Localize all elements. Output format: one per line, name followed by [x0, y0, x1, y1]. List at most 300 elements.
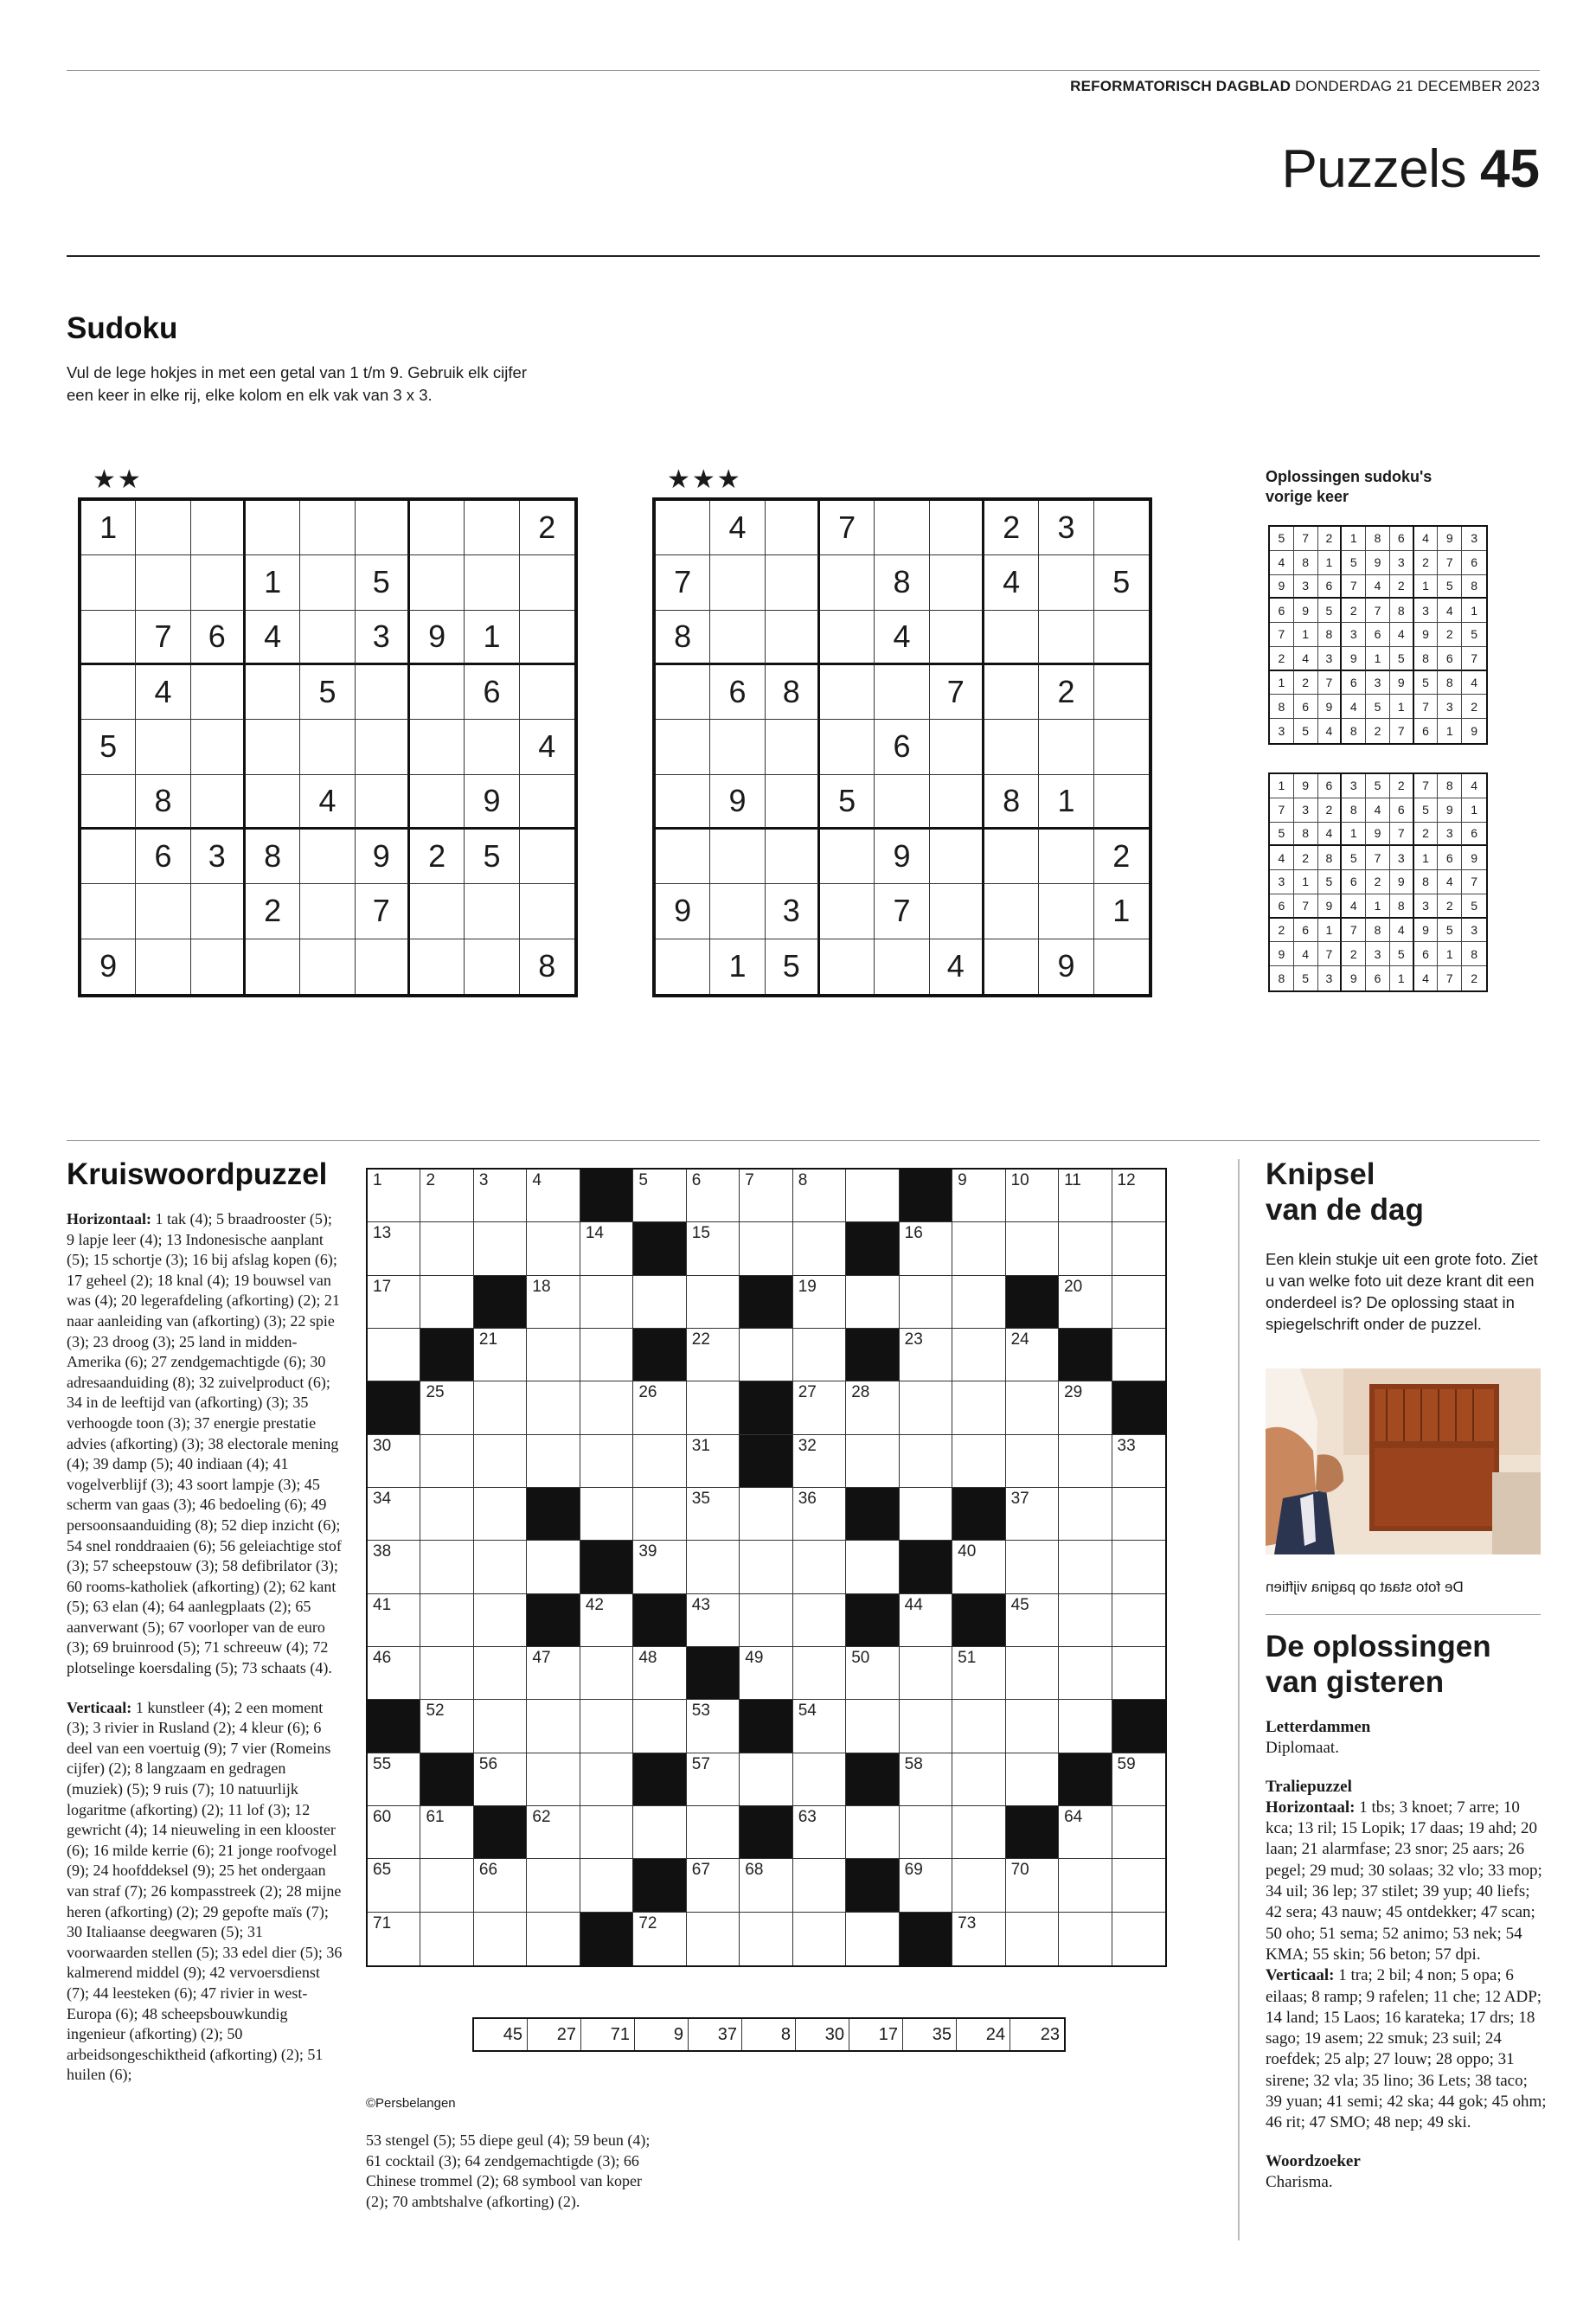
sudoku-cell[interactable] — [820, 611, 875, 665]
crossword-cell[interactable] — [793, 1329, 846, 1381]
sudoku-cell[interactable]: 9 — [356, 830, 410, 884]
sudoku-cell[interactable] — [930, 611, 984, 665]
crossword-cell[interactable] — [1112, 1329, 1165, 1381]
crossword-cell[interactable] — [1059, 1276, 1112, 1329]
crossword-cell[interactable] — [474, 1488, 527, 1541]
sudoku-cell[interactable] — [465, 884, 519, 939]
sudoku-cell[interactable]: 8 — [538, 948, 556, 984]
crossword-cell[interactable] — [527, 1913, 580, 1965]
crossword-cell[interactable] — [580, 1594, 633, 1647]
crossword-cell[interactable] — [527, 1647, 580, 1700]
crossword-cell[interactable] — [420, 1647, 473, 1700]
crossword-cell[interactable] — [1059, 1381, 1112, 1434]
crossword-cell[interactable] — [1006, 1913, 1059, 1965]
sudoku-cell[interactable] — [1039, 611, 1093, 665]
crossword-cell[interactable] — [846, 1700, 899, 1753]
sudoku-cell[interactable] — [984, 665, 1039, 720]
crossword-cell[interactable] — [952, 1435, 1005, 1488]
crossword-cell[interactable] — [952, 1170, 1005, 1222]
crossword-cell[interactable] — [740, 1170, 792, 1222]
crossword-cell[interactable] — [952, 1222, 1005, 1275]
crossword-cell[interactable] — [368, 1170, 420, 1222]
crossword-cell[interactable] — [687, 1435, 740, 1488]
crossword-cell[interactable] — [527, 1381, 580, 1434]
solution-strip-cell[interactable] — [528, 2019, 581, 2050]
crossword-cell[interactable] — [1006, 1541, 1059, 1593]
crossword-cell[interactable] — [846, 1170, 899, 1222]
sudoku-cell[interactable]: 5 — [766, 939, 820, 994]
crossword-cell[interactable] — [900, 1488, 952, 1541]
crossword-cell[interactable] — [474, 1222, 527, 1275]
sudoku-cell[interactable] — [356, 775, 410, 830]
solution-strip-cell[interactable] — [742, 2019, 796, 2050]
crossword-cell[interactable] — [474, 1381, 527, 1434]
crossword-cell[interactable] — [1112, 1753, 1165, 1806]
crossword-cell[interactable] — [633, 1700, 686, 1753]
crossword-cell[interactable] — [1112, 1276, 1165, 1329]
crossword-cell[interactable] — [793, 1170, 846, 1222]
crossword-cell[interactable] — [1006, 1222, 1059, 1275]
sudoku-grid-2[interactable] — [652, 497, 1152, 997]
crossword-cell[interactable] — [368, 1913, 420, 1965]
crossword-cell[interactable] — [793, 1913, 846, 1965]
sudoku-cell[interactable]: 7 — [656, 555, 710, 610]
crossword-cell[interactable] — [1006, 1329, 1059, 1381]
crossword-cell[interactable] — [527, 1222, 580, 1275]
sudoku-cell[interactable]: 2 — [246, 884, 300, 939]
crossword-cell[interactable] — [420, 1488, 473, 1541]
crossword-cell[interactable] — [474, 1859, 527, 1912]
crossword-cell[interactable] — [793, 1753, 846, 1806]
crossword-cell[interactable] — [580, 1753, 633, 1806]
sudoku-cell[interactable] — [136, 884, 190, 939]
sudoku-cell[interactable] — [81, 775, 136, 830]
crossword-cell[interactable] — [420, 1381, 473, 1434]
sudoku-cell[interactable] — [766, 720, 820, 774]
crossword-cell[interactable] — [1059, 1435, 1112, 1488]
crossword-cell[interactable] — [793, 1435, 846, 1488]
sudoku-cell[interactable] — [1039, 555, 1093, 610]
sudoku-cell[interactable] — [300, 939, 355, 994]
sudoku-cell[interactable]: 8 — [984, 775, 1039, 830]
crossword-cell[interactable] — [1112, 1488, 1165, 1541]
crossword-cell[interactable] — [474, 1913, 527, 1965]
sudoku-cell[interactable] — [300, 555, 355, 610]
sudoku-cell[interactable]: 8 — [136, 775, 190, 830]
crossword-cell[interactable] — [687, 1222, 740, 1275]
crossword-cell[interactable] — [952, 1329, 1005, 1381]
crossword-cell[interactable] — [1059, 1700, 1112, 1753]
sudoku-cell[interactable] — [410, 939, 465, 994]
sudoku-cell[interactable] — [820, 939, 875, 994]
sudoku-cell[interactable] — [1094, 720, 1149, 774]
crossword-solution-strip[interactable] — [472, 2017, 1066, 2052]
sudoku-cell[interactable]: 8 — [246, 830, 300, 884]
crossword-cell[interactable] — [952, 1806, 1005, 1859]
crossword-cell[interactable] — [952, 1753, 1005, 1806]
sudoku-cell[interactable]: 1 — [246, 555, 300, 610]
sudoku-cell[interactable]: 6 — [875, 720, 929, 774]
crossword-cell[interactable] — [580, 1435, 633, 1488]
crossword-cell[interactable] — [420, 1859, 473, 1912]
crossword-cell[interactable] — [1059, 1647, 1112, 1700]
sudoku-cell[interactable] — [710, 611, 765, 665]
crossword-cell[interactable] — [687, 1381, 740, 1434]
sudoku-cell[interactable] — [984, 884, 1039, 939]
sudoku-cell[interactable]: 1 — [465, 611, 519, 665]
crossword-cell[interactable] — [420, 1594, 473, 1647]
crossword-cell[interactable] — [952, 1913, 1005, 1965]
sudoku-cell[interactable] — [930, 720, 984, 774]
sudoku-cell[interactable] — [246, 501, 300, 555]
sudoku-cell[interactable] — [81, 555, 136, 610]
crossword-cell[interactable] — [793, 1647, 846, 1700]
crossword-cell[interactable] — [793, 1806, 846, 1859]
sudoku-cell[interactable] — [1094, 775, 1149, 830]
crossword-cell[interactable] — [527, 1753, 580, 1806]
sudoku-cell[interactable] — [984, 830, 1039, 884]
crossword-cell[interactable] — [793, 1381, 846, 1434]
crossword-cell[interactable] — [633, 1806, 686, 1859]
sudoku-cell[interactable] — [710, 830, 765, 884]
crossword-cell[interactable] — [687, 1913, 740, 1965]
crossword-cell[interactable] — [580, 1488, 633, 1541]
crossword-cell[interactable] — [1006, 1594, 1059, 1647]
crossword-cell[interactable] — [952, 1647, 1005, 1700]
solution-strip-cell[interactable] — [1010, 2019, 1064, 2050]
sudoku-cell[interactable]: 2 — [410, 830, 465, 884]
crossword-cell[interactable] — [1006, 1170, 1059, 1222]
crossword-cell[interactable] — [474, 1435, 527, 1488]
sudoku-cell[interactable] — [766, 830, 820, 884]
sudoku-cell[interactable] — [81, 830, 136, 884]
sudoku-cell[interactable]: 6 — [136, 830, 190, 884]
crossword-cell[interactable] — [900, 1753, 952, 1806]
sudoku-cell[interactable]: 9 — [1039, 939, 1093, 994]
crossword-cell[interactable] — [420, 1170, 473, 1222]
sudoku-cell[interactable]: 7 — [820, 501, 875, 555]
crossword-cell[interactable] — [1112, 1647, 1165, 1700]
crossword-cell[interactable] — [900, 1435, 952, 1488]
crossword-cell[interactable] — [900, 1381, 952, 1434]
sudoku-cell[interactable]: 5 — [81, 720, 136, 774]
sudoku-cell[interactable] — [656, 665, 710, 720]
crossword-cell[interactable] — [1112, 1435, 1165, 1488]
sudoku-cell[interactable] — [820, 720, 875, 774]
crossword-cell[interactable] — [580, 1859, 633, 1912]
crossword-cell[interactable] — [368, 1594, 420, 1647]
sudoku-cell[interactable]: 9 — [656, 884, 710, 939]
sudoku-cell[interactable] — [356, 720, 410, 774]
sudoku-cell[interactable] — [1094, 611, 1149, 665]
sudoku-cell[interactable]: 7 — [356, 884, 410, 939]
sudoku-cell[interactable] — [930, 555, 984, 610]
crossword-cell[interactable] — [952, 1541, 1005, 1593]
sudoku-cell[interactable] — [766, 555, 820, 610]
sudoku-cell[interactable] — [1094, 501, 1149, 555]
crossword-cell[interactable] — [740, 1329, 792, 1381]
crossword-cell[interactable] — [793, 1276, 846, 1329]
sudoku-cell[interactable]: 5 — [300, 665, 355, 720]
crossword-cell[interactable] — [687, 1488, 740, 1541]
sudoku-cell[interactable]: 2 — [1094, 830, 1149, 884]
crossword-cell[interactable] — [580, 1647, 633, 1700]
crossword-cell[interactable] — [1006, 1381, 1059, 1434]
sudoku-cell[interactable]: 5 — [820, 775, 875, 830]
sudoku-cell[interactable]: 1 — [1039, 775, 1093, 830]
crossword-cell[interactable] — [368, 1435, 420, 1488]
sudoku-cell[interactable]: 8 — [766, 665, 820, 720]
crossword-cell[interactable] — [687, 1329, 740, 1381]
sudoku-cell[interactable] — [930, 501, 984, 555]
sudoku-cell[interactable]: 5 — [1094, 555, 1149, 610]
crossword-cell[interactable] — [368, 1806, 420, 1859]
sudoku-cell[interactable]: 1 — [1094, 884, 1149, 939]
sudoku-cell[interactable]: 5 — [356, 555, 410, 610]
sudoku-cell[interactable]: 7 — [875, 884, 929, 939]
crossword-cell[interactable] — [420, 1806, 473, 1859]
sudoku-cell[interactable]: 9 — [81, 939, 136, 994]
sudoku-cell[interactable] — [875, 501, 929, 555]
sudoku-cell[interactable] — [356, 939, 410, 994]
crossword-cell[interactable] — [1006, 1435, 1059, 1488]
crossword-cell[interactable] — [1112, 1594, 1165, 1647]
crossword-cell[interactable] — [740, 1647, 792, 1700]
solution-strip-cell[interactable] — [849, 2019, 903, 2050]
solution-strip-cell[interactable] — [581, 2019, 635, 2050]
crossword-cell[interactable] — [740, 1859, 792, 1912]
sudoku-cell[interactable] — [820, 665, 875, 720]
crossword-cell[interactable] — [793, 1222, 846, 1275]
crossword-cell[interactable] — [687, 1806, 740, 1859]
sudoku-cell[interactable]: 4 — [136, 665, 190, 720]
crossword-cell[interactable] — [1006, 1488, 1059, 1541]
crossword-cell[interactable] — [900, 1806, 952, 1859]
solution-strip-cell[interactable] — [903, 2019, 957, 2050]
solution-strip-cell[interactable] — [635, 2019, 689, 2050]
sudoku-cell[interactable] — [465, 555, 519, 610]
sudoku-cell[interactable] — [875, 939, 929, 994]
sudoku-cell[interactable]: 8 — [656, 611, 710, 665]
sudoku-cell[interactable] — [246, 665, 300, 720]
sudoku-cell[interactable]: 4 — [246, 611, 300, 665]
sudoku-cell[interactable]: 6 — [191, 611, 246, 665]
sudoku-cell[interactable]: 4 — [984, 555, 1039, 610]
sudoku-cell[interactable] — [710, 555, 765, 610]
crossword-cell[interactable] — [1006, 1700, 1059, 1753]
crossword-cell[interactable] — [846, 1913, 899, 1965]
sudoku-cell[interactable]: 8 — [875, 555, 929, 610]
solution-strip-cell[interactable] — [957, 2019, 1010, 2050]
crossword-cell[interactable] — [633, 1435, 686, 1488]
sudoku-cell[interactable]: 2 — [1039, 665, 1093, 720]
sudoku-cell[interactable]: 9 — [710, 775, 765, 830]
sudoku-cell[interactable] — [930, 830, 984, 884]
sudoku-cell[interactable] — [875, 775, 929, 830]
sudoku-cell[interactable]: 1 — [81, 501, 136, 555]
crossword-cell[interactable] — [740, 1541, 792, 1593]
crossword-cell[interactable] — [687, 1170, 740, 1222]
sudoku-cell[interactable] — [520, 884, 574, 939]
crossword-cell[interactable] — [900, 1700, 952, 1753]
sudoku-cell[interactable]: 3 — [191, 830, 246, 884]
crossword-cell[interactable] — [420, 1435, 473, 1488]
sudoku-cell[interactable]: 4 — [300, 775, 355, 830]
crossword-cell[interactable] — [793, 1700, 846, 1753]
crossword-cell[interactable] — [793, 1541, 846, 1593]
crossword-cell[interactable] — [1006, 1753, 1059, 1806]
solution-strip-cell[interactable] — [689, 2019, 742, 2050]
sudoku-cell[interactable]: 4 — [930, 939, 984, 994]
crossword-cell[interactable] — [474, 1647, 527, 1700]
crossword-cell[interactable] — [527, 1276, 580, 1329]
crossword-cell[interactable] — [580, 1276, 633, 1329]
crossword-cell[interactable] — [368, 1276, 420, 1329]
crossword-cell[interactable] — [420, 1913, 473, 1965]
crossword-cell[interactable] — [527, 1541, 580, 1593]
crossword-cell[interactable] — [900, 1276, 952, 1329]
sudoku-cell[interactable]: 9 — [465, 775, 519, 830]
sudoku-cell[interactable]: 9 — [410, 611, 465, 665]
sudoku-cell[interactable] — [246, 720, 300, 774]
sudoku-cell[interactable] — [1039, 884, 1093, 939]
sudoku-cell[interactable]: 9 — [875, 830, 929, 884]
crossword-cell[interactable] — [1006, 1859, 1059, 1912]
crossword-cell[interactable] — [633, 1276, 686, 1329]
solution-strip-cell[interactable] — [796, 2019, 849, 2050]
crossword-cell[interactable] — [900, 1859, 952, 1912]
crossword-cell[interactable] — [474, 1170, 527, 1222]
crossword-cell[interactable] — [474, 1541, 527, 1593]
sudoku-cell[interactable] — [984, 611, 1039, 665]
sudoku-cell[interactable] — [81, 611, 136, 665]
sudoku-cell[interactable] — [136, 720, 190, 774]
sudoku-cell[interactable] — [1094, 939, 1149, 994]
sudoku-cell[interactable] — [520, 611, 574, 665]
crossword-cell[interactable] — [420, 1276, 473, 1329]
sudoku-cell[interactable] — [356, 501, 410, 555]
sudoku-cell[interactable] — [875, 665, 929, 720]
sudoku-cell[interactable] — [930, 884, 984, 939]
sudoku-cell[interactable] — [81, 665, 136, 720]
sudoku-cell[interactable] — [520, 665, 574, 720]
crossword-cell[interactable] — [1112, 1859, 1165, 1912]
sudoku-cell[interactable] — [410, 555, 465, 610]
crossword-cell[interactable] — [1059, 1170, 1112, 1222]
sudoku-cell[interactable] — [656, 830, 710, 884]
sudoku-cell[interactable] — [300, 830, 355, 884]
crossword-cell[interactable] — [474, 1594, 527, 1647]
crossword-cell[interactable] — [952, 1381, 1005, 1434]
sudoku-cell[interactable] — [984, 939, 1039, 994]
crossword-cell[interactable] — [580, 1329, 633, 1381]
crossword-cell[interactable] — [1112, 1806, 1165, 1859]
crossword-cell[interactable] — [527, 1700, 580, 1753]
crossword-cell[interactable] — [1112, 1170, 1165, 1222]
sudoku-cell[interactable] — [191, 720, 246, 774]
crossword-cell[interactable] — [633, 1381, 686, 1434]
sudoku-cell[interactable]: 3 — [766, 884, 820, 939]
crossword-cell[interactable] — [900, 1594, 952, 1647]
sudoku-cell[interactable] — [191, 775, 246, 830]
crossword-cell[interactable] — [740, 1222, 792, 1275]
crossword-cell[interactable] — [580, 1381, 633, 1434]
sudoku-cell[interactable]: 6 — [710, 665, 765, 720]
crossword-cell[interactable] — [633, 1170, 686, 1222]
crossword-cell[interactable] — [527, 1329, 580, 1381]
crossword-cell[interactable] — [687, 1594, 740, 1647]
crossword-cell[interactable] — [368, 1859, 420, 1912]
sudoku-cell[interactable] — [520, 830, 574, 884]
crossword-cell[interactable] — [1112, 1913, 1165, 1965]
crossword-cell[interactable] — [952, 1276, 1005, 1329]
sudoku-cell[interactable]: 4 — [520, 720, 574, 774]
crossword-cell[interactable] — [687, 1859, 740, 1912]
crossword-cell[interactable] — [420, 1222, 473, 1275]
solution-strip-cell[interactable] — [474, 2019, 528, 2050]
sudoku-cell[interactable] — [191, 665, 246, 720]
crossword-cell[interactable] — [740, 1753, 792, 1806]
crossword-cell[interactable] — [952, 1859, 1005, 1912]
sudoku-cell[interactable] — [820, 555, 875, 610]
sudoku-cell[interactable] — [820, 884, 875, 939]
crossword-cell[interactable] — [740, 1594, 792, 1647]
sudoku-cell[interactable]: 1 — [710, 939, 765, 994]
crossword-cell[interactable] — [527, 1435, 580, 1488]
sudoku-cell[interactable]: 3 — [356, 611, 410, 665]
sudoku-cell[interactable] — [136, 501, 190, 555]
sudoku-cell[interactable] — [191, 501, 246, 555]
crossword-cell[interactable] — [580, 1700, 633, 1753]
crossword-cell[interactable] — [846, 1541, 899, 1593]
crossword-cell[interactable] — [527, 1859, 580, 1912]
crossword-cell[interactable] — [687, 1276, 740, 1329]
sudoku-cell[interactable] — [766, 501, 820, 555]
crossword-cell[interactable] — [900, 1222, 952, 1275]
sudoku-cell[interactable]: 7 — [930, 665, 984, 720]
sudoku-cell[interactable] — [984, 720, 1039, 774]
sudoku-cell[interactable] — [1039, 720, 1093, 774]
sudoku-cell[interactable] — [300, 720, 355, 774]
sudoku-cell[interactable] — [191, 555, 246, 610]
sudoku-cell[interactable] — [300, 611, 355, 665]
sudoku-cell[interactable] — [300, 501, 355, 555]
crossword-cell[interactable] — [1006, 1647, 1059, 1700]
sudoku-cell[interactable] — [356, 665, 410, 720]
sudoku-cell[interactable]: 4 — [710, 501, 765, 555]
crossword-cell[interactable] — [527, 1806, 580, 1859]
sudoku-cell[interactable] — [520, 775, 574, 830]
crossword-cell[interactable] — [580, 1222, 633, 1275]
sudoku-cell[interactable] — [710, 884, 765, 939]
sudoku-cell[interactable] — [300, 884, 355, 939]
crossword-cell[interactable] — [740, 1913, 792, 1965]
crossword-cell[interactable] — [633, 1541, 686, 1593]
sudoku-cell[interactable]: 2 — [984, 501, 1039, 555]
crossword-cell[interactable] — [368, 1647, 420, 1700]
sudoku-cell[interactable] — [410, 665, 465, 720]
crossword-cell[interactable] — [1059, 1806, 1112, 1859]
sudoku-cell[interactable] — [1094, 665, 1149, 720]
sudoku-cell[interactable] — [410, 501, 465, 555]
crossword-cell[interactable] — [1059, 1488, 1112, 1541]
crossword-cell[interactable] — [633, 1913, 686, 1965]
sudoku-cell[interactable] — [656, 720, 710, 774]
sudoku-cell[interactable] — [136, 939, 190, 994]
sudoku-cell[interactable] — [465, 720, 519, 774]
sudoku-cell[interactable] — [136, 555, 190, 610]
sudoku-cell[interactable] — [930, 775, 984, 830]
